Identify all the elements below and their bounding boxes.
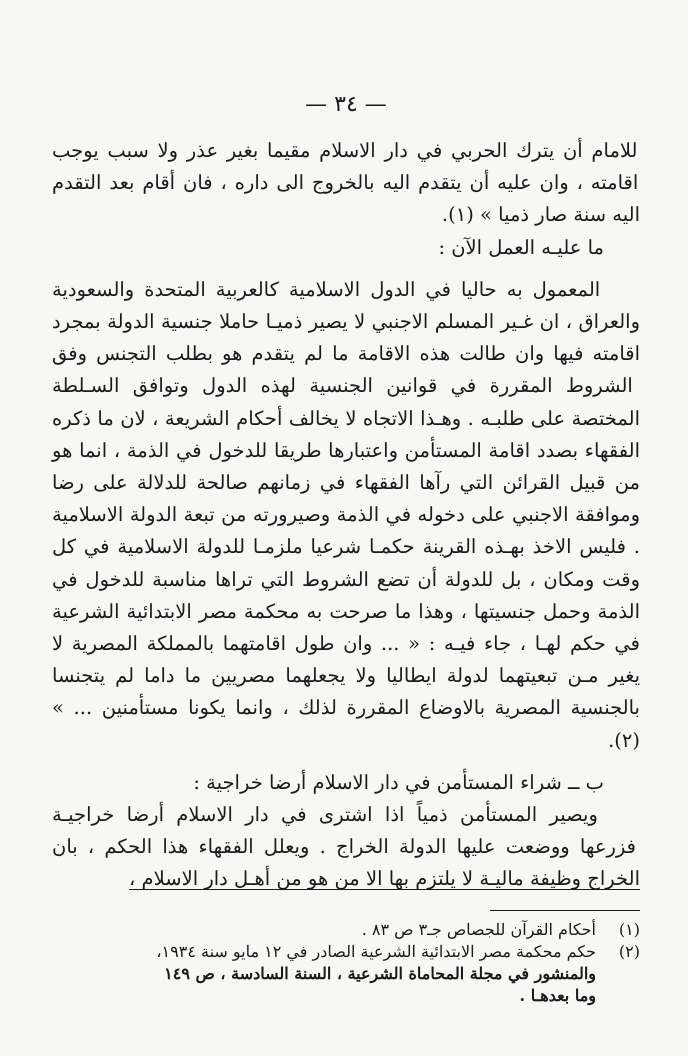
text-line: الاسلامية في كل وقت ومكان ، بل للدولة أن تضع الشروط التي تراها: [52, 535, 640, 591]
text-line: مصريين ما داما لم يتجنسا بالجنسية المصرية بالاوضاع المقررة لذلك ،: [52, 664, 640, 720]
page-number: — ٣٤ —: [305, 92, 387, 117]
footnote-line: حكم محكمة مصر الابتدائية الشرعية الصادر في ١٢ مايو سنة ١٩٣٤،: [156, 941, 596, 961]
text-line: والعراق ، ان غـير المسلم الاجنبي لا يصير ذميـا حاملا جنسية الدولة: [100, 310, 640, 334]
text-line: ما ذكره الفقهاء بصدد اقامة المستأمن واعتبارها طريقا للدخول في الذمة ،: [52, 406, 640, 462]
text-line: رضا وموافقة الاجنبي على دخوله في الذمة وصيرورته من تبعة الدولة: [52, 471, 640, 527]
footnote-line: والمنشور في مجلة المحاماة الشرعية ، السنة السادسة ، ص ١٤٩: [164, 963, 596, 983]
text-line: انما هو من قبيل القرائن التي رآها الفقهاء في زمانهم صالحة للدلالة على: [52, 438, 640, 495]
text-line: بمجرد اقامته فيها وان طالت هذه الاقامة ما لم يتقدم هو بطلب التجنس: [52, 310, 640, 366]
text-line: المعمول به حاليا في الدول الاسلامية كالعربية المتحدة والسعودية: [52, 277, 601, 301]
paragraph-kharaj-land: [52, 799, 640, 896]
text-line-underlined: الخراج وظيفة ماليـة لا يلتزم بها الا من هو من أهـل دار الاسلام ،: [129, 867, 640, 891]
text-line: مناسبة للدخول في الذمة وحمل جنسيتها ، وهذا ما صرحت به محكمة: [52, 567, 640, 623]
text-line: مصر الابتدائية الشرعية في حكم لهـا ، جاء فيـه : « ... وان طول: [52, 599, 640, 656]
text-line: المختصة على طلبـه . وهـذا الاتجاه لا يخالف أحكام الشريعة ، لان: [113, 406, 640, 430]
text-line: ويصير المستأمن ذمياً اذا اشترى في دار الاسلام أرضا خراجيـة: [52, 803, 598, 827]
section-heading-current-practice: ما عليـه العمل الآن :: [438, 235, 604, 259]
text-line: فزرعها ووضعت عليها الدولة الخراج . ويعلل الفقهاء هذا الحكم ، بان: [52, 835, 636, 859]
body-text: [52, 135, 640, 896]
text-line: اقامته ، وان عليه أن يتقدم اليه بالخروج الى داره ، فان أقام بعد التقدم: [52, 171, 639, 195]
footnote: [52, 941, 640, 1007]
footnote-line: أحكام القرآن للجصاص جـ٣ ص ٨٣ .: [361, 919, 596, 939]
text-line: الاسلامية . فليس الاخذ بهـذه القرينة حكمـا شرعيا ملزمـا للدولة: [52, 503, 640, 559]
text-line: وفق الشروط المقررة في قوانين الجنسية لهذه الدول وتوافق السـلطة: [52, 342, 633, 398]
footnote-divider: [490, 910, 640, 911]
text-line: وانما يكونا مستأمنين ... » (٢).: [52, 696, 640, 752]
footnote: [52, 919, 640, 941]
text-line: اليه سنة صار ذميا » (١).: [441, 203, 640, 227]
text-line: للامام أن يترك الحربي في دار الاسلام مقيما بغير عذر ولا سبب يوجب: [52, 139, 638, 162]
text-line: اقامتهما بالمملكة المصرية لا يغير مـن تبعيتهما لدولة ايطاليا ولا يجعلهما: [52, 632, 640, 688]
paragraph-current-practice: [52, 274, 640, 757]
section-heading-kharaj-land: ب ــ شراء المستأمن في دار الاسلام أرضا خراجية :: [193, 770, 604, 794]
footnote-number: (١): [618, 919, 640, 939]
footnote-number: (٢): [618, 941, 640, 961]
paragraph-continued: [52, 135, 640, 232]
footnotes: [52, 919, 640, 1007]
footnote-line: وما بعدهـا .: [519, 985, 596, 1005]
